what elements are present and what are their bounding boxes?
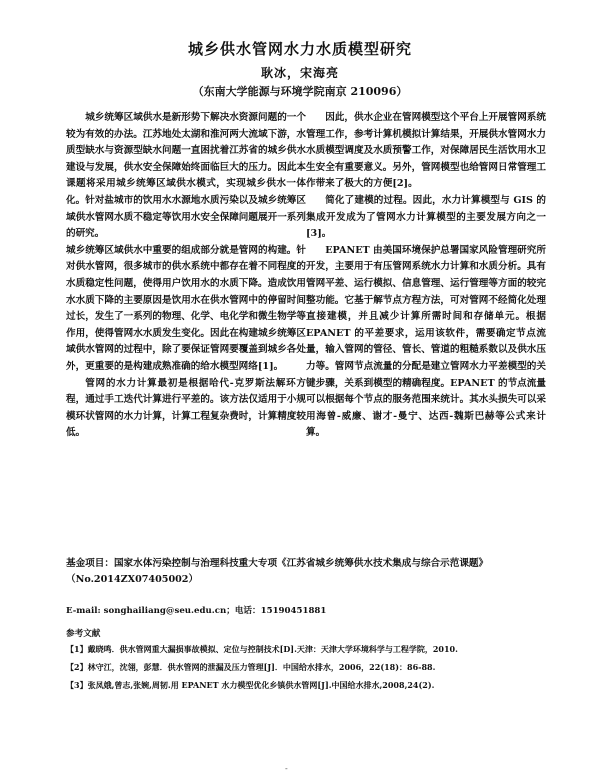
contact-info: E-mail: songhailiang@seu.edu.cn；电话：15190451881 [66, 606, 327, 616]
body-paragraph: EPANET 由美国环境保护总署国家风险管理研究所开发，主要用于有压管网系统水力计算和水质分析。具有管网平差、运行模拟、信息管理、运行管理等方面的较完整功能。它基于解节点方程方法，可对管网不经简化处理直接建模，并且减少计算所需时间和存储单元。根据 EPANET 的平差要求，运用该软件，需要确定节点流量，输入管网的管径、管长、管道的粗糙系数以及供水压力等。管网节点流量的分配是建立管网水力平差模型的关键步骤，关系到模型的精确程度。EPANET 的节点流量可以根据每个节点的服务范围来统计。其水头损失可以采用海曾-威廉、谢才-曼宁、达西-魏斯巴赫等公式来计算。 [306, 244, 546, 439]
funding-note: 基金项目：国家水体污染控制与治理科技重大专项《江苏省城乡统筹供水技术集成与综合示范课题》（No.2014ZX07405002） [66, 558, 489, 585]
page-number-mark: ‐ [285, 764, 288, 773]
body-paragraph: 简化了建模的过程。因此，水力计算模型与 GIS 的集成开发成为了管网水力计算模型的主要发展方向之一[3]。 [306, 194, 546, 240]
references-heading: 参考文献 [66, 629, 101, 639]
reference-item: 【3】张凤娥,曾志,张婉,周韧.用 EPANET 水力模型优化乡镇供水管网[J].中国给水排水,2008,24(2). [66, 680, 435, 690]
paper-title: 城乡供水管网水力水质模型研究 [187, 40, 412, 58]
references-list [66, 640, 544, 694]
reference-item: 【1】戴晓鸣．供水管网重大漏损事故模拟、定位与控制技术[D].天津：天津大学环境科学与工程学院，2010. [66, 644, 458, 654]
paper-authors: 耿冰，宋海亮 [260, 66, 339, 80]
paper-affiliation: （东南大学能源与环境学院南京 210096） [192, 85, 408, 98]
body-paragraph: 因此，供水企业在管网模型这个平台上开展管网系统管理工作，参考计算机模拟计算结果，开展供水管网水力水质模型调度及水质预警工作，对保障居民生活饮用水卫生安全有重要意义。另外，管网模型也给管网日常管理工作带来了极大的方便[2]。 [306, 112, 546, 190]
body-paragraph: 城乡统筹区域供水中重要的组成部分就是管网的构建。针对供水管网，很多城市的供水系统中都存在着不同程度的水质稳定性问题，使得用户饮用水的水质下降。造成饮用水水质下降的主要原因是饮用水在供水管网中的停留时间过长，发生了一系列的物理、化学、电化学和微生物学等作用，使得管网水水质发生变化。因此在构建城乡统筹区域供水管网的过程中，除了要保证管网要覆盖到城乡各处外，更重要的是构建成熟准确的给水模型网络[1]。 [66, 244, 306, 372]
body-paragraph: 城乡统筹区域供水是新形势下解决水资源问题的一个较为有效的办法。江苏地处太湖和淮河两大流域下游，水质型缺水与资源型缺水问题一直困扰着江苏省的城乡供水建设与发展，供水安全保障始终面临巨大的压力。因此本课题将采用城乡统筹区域供水模式，实现城乡供水一体化。针对盐城市的饮用水水源地水质污染以及城乡统筹区域供水管网水质不稳定等饮用水安全保障问题展开一系列的研究。 [66, 112, 306, 240]
body-column-right [306, 110, 546, 442]
body-column-left [66, 110, 306, 442]
body-paragraph: 管网的水力计算最初是根据哈代-克罗斯法解环方程，通过手工迭代计算进行平差的。该方法仅适用于小规模环状管网的水力计算，计算工程复杂费时，计算精度较低。 [66, 377, 306, 439]
reference-item: 【2】林守江，沈翎，彭慧．供水管网的泄漏及压力管理[J]．中国给水排水，2006，22(18)：86-88. [66, 662, 436, 672]
